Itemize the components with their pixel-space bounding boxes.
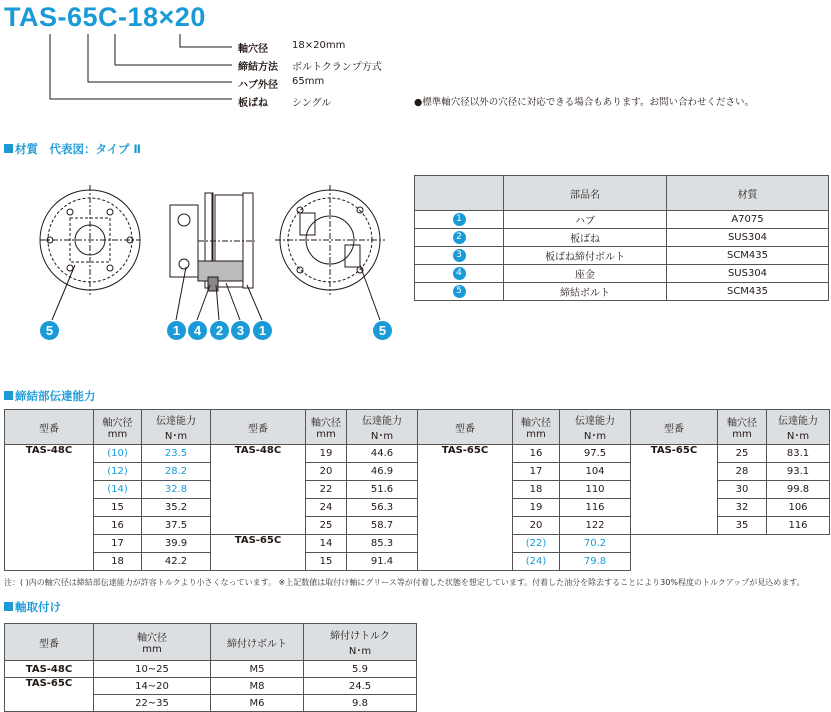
trans-bore: 24 bbox=[306, 499, 347, 517]
trans-model-cell: TAS-65C bbox=[418, 445, 513, 571]
trans-bore: 17 bbox=[94, 535, 142, 553]
trans-bore: (10) bbox=[94, 445, 142, 463]
trans-capacity: 28.2 bbox=[142, 463, 211, 481]
part-name: 板ばね締付ボルト bbox=[504, 247, 667, 265]
part-material: SCM435 bbox=[667, 283, 829, 301]
trans-capacity: 97.5 bbox=[560, 445, 631, 463]
mount-bolt: M6 bbox=[211, 695, 304, 712]
trans-capacity: 32.8 bbox=[142, 481, 211, 499]
spec-value-bore: 18×20mm bbox=[292, 40, 346, 51]
trans-bore: 15 bbox=[94, 499, 142, 517]
callout-2: 2 bbox=[210, 321, 229, 340]
trans-model-cell: TAS-65C bbox=[631, 445, 718, 535]
mount-bore: 22~35 bbox=[94, 695, 211, 712]
trans-bore: 35 bbox=[718, 517, 767, 535]
trans-capacity: 58.7 bbox=[347, 517, 418, 535]
trans-bore: 25 bbox=[718, 445, 767, 463]
callout-5-left: 5 bbox=[40, 321, 59, 340]
part-name: 板ばね bbox=[504, 229, 667, 247]
trans-capacity: 85.3 bbox=[347, 535, 418, 553]
callout-3: 3 bbox=[231, 321, 250, 340]
mount-header-bore: 軸穴径 mm bbox=[94, 624, 211, 661]
callout-4: 4 bbox=[188, 321, 207, 340]
spec-label-clamp: 締結方法 bbox=[238, 62, 278, 73]
trans-header-bore: 軸穴径 mm bbox=[94, 410, 142, 445]
trans-model-cell: TAS-48C bbox=[211, 445, 306, 535]
trans-bore: 19 bbox=[306, 445, 347, 463]
coupling-drawing bbox=[0, 165, 410, 350]
mount-torque: 5.9 bbox=[304, 661, 417, 678]
material-row bbox=[415, 247, 829, 265]
part-name: ハブ bbox=[504, 211, 667, 229]
spec-label-hub-od: ハブ外径 bbox=[238, 80, 278, 91]
trans-model-cell: TAS-65C bbox=[211, 535, 306, 571]
table-row bbox=[5, 661, 417, 678]
model-code-title: TAS-65C-18×20 bbox=[4, 2, 206, 32]
trans-capacity: 23.5 bbox=[142, 445, 211, 463]
trans-capacity: 104 bbox=[560, 463, 631, 481]
part-number-icon: 2 bbox=[453, 231, 466, 244]
trans-capacity: 99.8 bbox=[767, 481, 830, 499]
spec-label-spring: 板ばね bbox=[238, 98, 268, 109]
mount-model: TAS-48C bbox=[5, 661, 94, 678]
trans-capacity: 44.6 bbox=[347, 445, 418, 463]
trans-header-model: 型番 bbox=[211, 410, 306, 445]
material-row bbox=[415, 265, 829, 283]
trans-bore: 28 bbox=[718, 463, 767, 481]
trans-bore: (24) bbox=[513, 553, 560, 571]
mount-bore: 10~25 bbox=[94, 661, 211, 678]
mount-model: TAS-65C bbox=[5, 678, 94, 712]
trans-model-cell: TAS-48C bbox=[5, 445, 94, 571]
trans-capacity: 79.8 bbox=[560, 553, 631, 571]
trans-bore: 18 bbox=[513, 481, 560, 499]
spec-value-spring: シングル bbox=[292, 98, 332, 109]
trans-header-capacity: 伝達能力 N･m bbox=[767, 410, 830, 445]
trans-bore: (14) bbox=[94, 481, 142, 499]
part-material: SUS304 bbox=[667, 229, 829, 247]
spec-value-clamp: ボルトクランプ方式 bbox=[292, 62, 382, 73]
trans-bore: 25 bbox=[306, 517, 347, 535]
material-row bbox=[415, 211, 829, 229]
trans-capacity: 122 bbox=[560, 517, 631, 535]
trans-capacity: 70.2 bbox=[560, 535, 631, 553]
part-number-icon: 3 bbox=[453, 249, 466, 262]
trans-bore: 15 bbox=[306, 553, 347, 571]
part-name: 座金 bbox=[504, 265, 667, 283]
trans-header-capacity: 伝達能力 N･m bbox=[347, 410, 418, 445]
trans-capacity: 83.1 bbox=[767, 445, 830, 463]
trans-header-model: 型番 bbox=[631, 410, 718, 445]
spec-label-bore: 軸穴径 bbox=[238, 44, 268, 55]
part-material: SUS304 bbox=[667, 265, 829, 283]
trans-header-bore: 軸穴径 mm bbox=[306, 410, 347, 445]
transmission-table bbox=[4, 409, 830, 571]
trans-capacity: 51.6 bbox=[347, 481, 418, 499]
trans-capacity: 56.3 bbox=[347, 499, 418, 517]
part-material: SCM435 bbox=[667, 247, 829, 265]
part-number-icon: 5 bbox=[453, 285, 466, 298]
trans-bore: 18 bbox=[94, 553, 142, 571]
trans-header-capacity: 伝達能力 N･m bbox=[560, 410, 631, 445]
transmission-footnote: 注：( )内の軸穴径は締結部伝達能力が許容トルクより小さくなっています。 ※上記数値は取付け軸にグリース等が付着した状態を想定しています。付着した油分を除去することにより30%程度のトルクアップが見込めます。 bbox=[4, 578, 805, 587]
material-table bbox=[414, 175, 829, 301]
mount-torque: 9.8 bbox=[304, 695, 417, 712]
material-row bbox=[415, 283, 829, 301]
trans-header-model: 型番 bbox=[5, 410, 94, 445]
mount-bore: 14~20 bbox=[94, 678, 211, 695]
mount-header-torque: 締付けトルク N･m bbox=[304, 624, 417, 661]
table-row bbox=[5, 445, 830, 463]
mount-torque: 24.5 bbox=[304, 678, 417, 695]
material-row bbox=[415, 229, 829, 247]
table-row bbox=[5, 678, 417, 695]
trans-capacity: 35.2 bbox=[142, 499, 211, 517]
trans-capacity: 37.5 bbox=[142, 517, 211, 535]
trans-bore: (22) bbox=[513, 535, 560, 553]
part-material: A7075 bbox=[667, 211, 829, 229]
part-number-icon: 4 bbox=[453, 267, 466, 280]
trans-bore: 22 bbox=[306, 481, 347, 499]
trans-capacity: 42.2 bbox=[142, 553, 211, 571]
trans-bore: 19 bbox=[513, 499, 560, 517]
callout-1-right: 1 bbox=[253, 321, 272, 340]
callout-1-left: 1 bbox=[167, 321, 186, 340]
trans-header-bore: 軸穴径 mm bbox=[718, 410, 767, 445]
mounting-section-title: 軸取付け bbox=[4, 599, 61, 615]
part-name: 締結ボルト bbox=[504, 283, 667, 301]
trans-header-model: 型番 bbox=[418, 410, 513, 445]
trans-header-capacity: 伝達能力 N･m bbox=[142, 410, 211, 445]
trans-bore: 14 bbox=[306, 535, 347, 553]
trans-header-bore: 軸穴径 mm bbox=[513, 410, 560, 445]
trans-capacity: 91.4 bbox=[347, 553, 418, 571]
spec-note: ●標準軸穴径以外の穴径に対応できる場合もあります。お問い合わせください。 bbox=[414, 97, 755, 108]
material-header-material: 材質 bbox=[667, 176, 829, 211]
trans-capacity: 110 bbox=[560, 481, 631, 499]
trans-capacity: 46.9 bbox=[347, 463, 418, 481]
table-row bbox=[5, 535, 830, 553]
material-header-part: 部品名 bbox=[504, 176, 667, 211]
trans-bore: 20 bbox=[513, 517, 560, 535]
part-number-icon: 1 bbox=[453, 213, 466, 226]
trans-capacity: 116 bbox=[767, 517, 830, 535]
mount-header-bolt: 締付けボルト bbox=[211, 624, 304, 661]
trans-capacity: 93.1 bbox=[767, 463, 830, 481]
mount-bolt: M8 bbox=[211, 678, 304, 695]
mounting-table bbox=[4, 623, 417, 712]
material-section-title: 材質 代表図：タイプ Ⅱ bbox=[4, 141, 141, 157]
trans-capacity: 106 bbox=[767, 499, 830, 517]
material-header-no bbox=[415, 176, 504, 211]
trans-capacity: 39.9 bbox=[142, 535, 211, 553]
transmission-section-title: 締結部伝達能力 bbox=[4, 388, 96, 404]
callout-5-right: 5 bbox=[373, 321, 392, 340]
trans-bore: 16 bbox=[94, 517, 142, 535]
trans-bore: 20 bbox=[306, 463, 347, 481]
trans-bore: 32 bbox=[718, 499, 767, 517]
trans-capacity: 116 bbox=[560, 499, 631, 517]
spec-value-hub-od: 65mm bbox=[292, 76, 325, 87]
mount-bolt: M5 bbox=[211, 661, 304, 678]
empty-cell bbox=[631, 535, 830, 571]
trans-bore: 16 bbox=[513, 445, 560, 463]
trans-bore: 17 bbox=[513, 463, 560, 481]
trans-bore: 30 bbox=[718, 481, 767, 499]
trans-bore: (12) bbox=[94, 463, 142, 481]
mount-header-model: 型番 bbox=[5, 624, 94, 661]
